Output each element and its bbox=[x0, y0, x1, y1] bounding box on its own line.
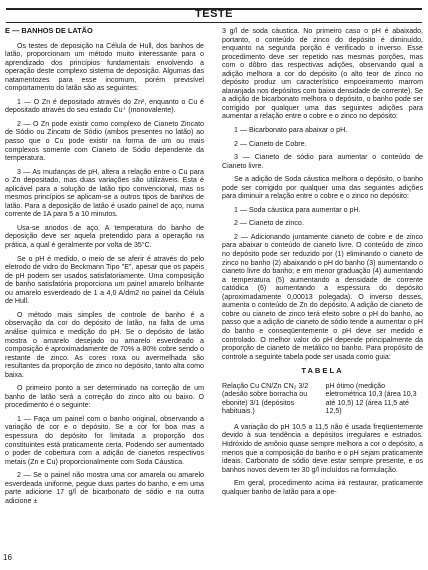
ratio-ph-table bbox=[222, 382, 423, 416]
left-paragraph: 2 — Se o painel não mostra uma cor amarela ou amarelo esverdeada uniforme, pegue duas partes do banho, e em uma parte adicione 17 g/l de bicarbonato de sódio e na outra adicione ± bbox=[5, 471, 204, 505]
right-paragraph: Em geral, procedimento acima irá restaurar, praticamente qualquer banho de latão para a ope- bbox=[222, 479, 423, 496]
left-paragraph: O primeiro ponto a ser determinado na correção de um banho de latão será a correção do zinco alto ou baixo. O procedimento é o seguinte: bbox=[5, 384, 204, 410]
left-paragraph: 3 — As mudanças de pH, altera a relação entre o Cu para o Zn depositado, mas duas variações são utilizáveis. Esta é aplicável para a solução de latão tipo convencional, mas os mesmos princípios se aplicam-se a outros tipos de banhos de latão. Para a deposição de latão é usado painel de aço, numa corrente de 1A para 5 a 10 minutos. bbox=[5, 167, 204, 219]
right-list-item: 1 — Soda cáustica para aumentar o pH. bbox=[234, 205, 361, 214]
left-paragraph: 1 — O Zn é depositado através do Zn², enquanto o Cu é depositado através do seu estado Cu⁺ (monovalente). bbox=[5, 97, 204, 115]
left-paragraph: 1 — Faça um painel com o banho original, observando a variação de cor e o depósito. Se a cor for boa mas a espessura do depósito for limitada a proporção dos constituintes está praticamente certa. Podendo ser aumentado o poder de cobertura com a adição de cianetos respectivos metais (Zn e Cu) proporcionalmente com Soda Cáustica. bbox=[5, 414, 204, 466]
page-header-title: TESTE bbox=[195, 8, 233, 20]
table-cell-ph: pH ótimo (medição eletrométrica 10,3 (área 10,3 até 10,5) 12 (área 11,5 até 12,5) bbox=[325, 381, 417, 416]
left-paragraph: O método mais simples de controle de banho é a observação da cor do depósito de latão, na falta de uma análise química e medição do pH. Se o depósito de latão mostra o amarelo desejado ou amarelo esverdeado a composição é aproximadamente de 70% a 80% cobre sendo o restante de zinco. As cores roxa ou avermelhada são resultantes da proporção de zinco no depósito, tanto alta como baixa. bbox=[5, 310, 204, 379]
left-paragraph: Se o pH é medido, o meio de se aferir é através do pelo eletrodo de vidro do Beckmann Tipo "E", apesar que os papéis de pH podem ser usados satisfatoriamente. Uma composição de banho satisfatória proporciona um painel amarelo brilhante ou amarelo esverdeado de 1 a 4,0 A/dm2 no painel da Célula de Hull. bbox=[5, 254, 204, 306]
section-title: E — BANHOS DE LATÃO bbox=[5, 26, 93, 35]
right-list-item: 2 — Cianeto de zinco. bbox=[234, 219, 304, 228]
header-bottom-rule bbox=[6, 22, 422, 23]
right-paragraph: A variação do pH 10,5 a 11,5 não é usada freqüentemente devido à sua tendência a depósitos irregulares e estriados. Hidróxido de amônio quase sempre melhora a cor o depósito, a menos que a composição do banho e o pH sejam praticamente ideais. Carbonato de sódio deve estar sempre presente, e os banhos novos devem ter 30 g/l incluídos na formulação. bbox=[222, 422, 423, 474]
table-cell-ratio: Relação Cu CN/Zn CN₂ 3/2 (adesão sobre borracha ou ebonite) 3/1 (depósitos habituais.) bbox=[222, 381, 309, 416]
right-paragraph: 2 — Adicionando juntamente cianeto de cobre e de zinco para abaixar o conteúdo de cianeto livre. O conteúdo de zinco no depósito pode ser reduzido por (1) eliminando o cianeto de zinco no banho (2) abaixando o pH do banho (3) aumentando o cianeto livre do banho; e em menor graduação (4) aumentando a temperatura (5) aumentando a densidade de corrente catódica (6) aumentando a espessura do depósito (aproximadamente 0,00013 polegada). O inverso desses, aumenta o conteúdo de Zn do depósito. A adição de cianeto de cobre ou cianeto de zinco terá efeito sobre o pH do banho, ao passo que a adição de cianeto de sódio tende a aumentar o pH do banho e conseqüentemente o pH deve ser medido e controlado. O melhor valor do pH depende principalmente da proporção de cianeto de metálico no banho. Para propósito de controle a seguinte tabela pode ser usada como guia: bbox=[222, 232, 423, 361]
left-paragraph: 2 — O Zn pode existir como complexo de Cianeto Zincato de Sódio ou Zincato de Sódio (ambos presentes no latão) ao passo que o Cu pode existir na forma de um ou mais complexos somente com Cianeto de Sódio dependente da temperatura. bbox=[5, 119, 204, 163]
right-list-item: 1 — Bicarbonato para abaixar o pH. bbox=[234, 126, 348, 135]
right-list-item: 3 — Cianeto de sódio para aumentar o conteúdo de Cianeto livre. bbox=[222, 153, 423, 170]
right-paragraph: Se a adição de Soda cáustica melhora o depósito, o banho pode ser corrigido por qualquer uma das seguintes adições para diminuir a relação entre o cobre e o zinco no depósito: bbox=[222, 175, 423, 201]
right-column bbox=[222, 27, 423, 501]
right-paragraph: 3 g/l de soda cáustica. No primeiro caso o pH é abaixado, portanto, o conteúdo de zinco do depósito é diminuído, enquanto na segunda porção é verificado o inverso. Esse procedimento deve ser repetido nas mesmas porções, mas com o dôbro das respectivas adições, observando qual a adição melhora a cor do depósito (o alto teor de zinco no depósito produz um característico empoeiramento marrom alaranjada nos depósitos com baixa densidade de corrente). Se a adição de bicarbonato melhora o depósito, o banho pode ser corrigido por qualquer uma das seguintes adições para aumentar a relação entre o cobre e o zinco no depósito: bbox=[222, 27, 423, 121]
page-number: 16 bbox=[3, 553, 12, 562]
table-title: TABELA bbox=[301, 366, 344, 376]
right-list-item: 2 — Cianeto de Cobre. bbox=[234, 139, 307, 148]
left-column bbox=[5, 27, 204, 510]
left-paragraph: Usa-se anodos de aço. A temperatura do banho de deposição deve ser aquela pretendido para a operação na prática, a qual é geralmente por volta de 35°C. bbox=[5, 223, 204, 250]
left-paragraph: Os testes de deposição na Célula de Hull, dos banhos de latão, proporcionam um método muito interessante para o aprendizado dos princípios fundamentais envolvendo a operação deste complexo sistema de deposição. Algumas das natamentozes para esse incomum, porém previsível comportamento do latão são as seguintes: bbox=[5, 41, 204, 93]
